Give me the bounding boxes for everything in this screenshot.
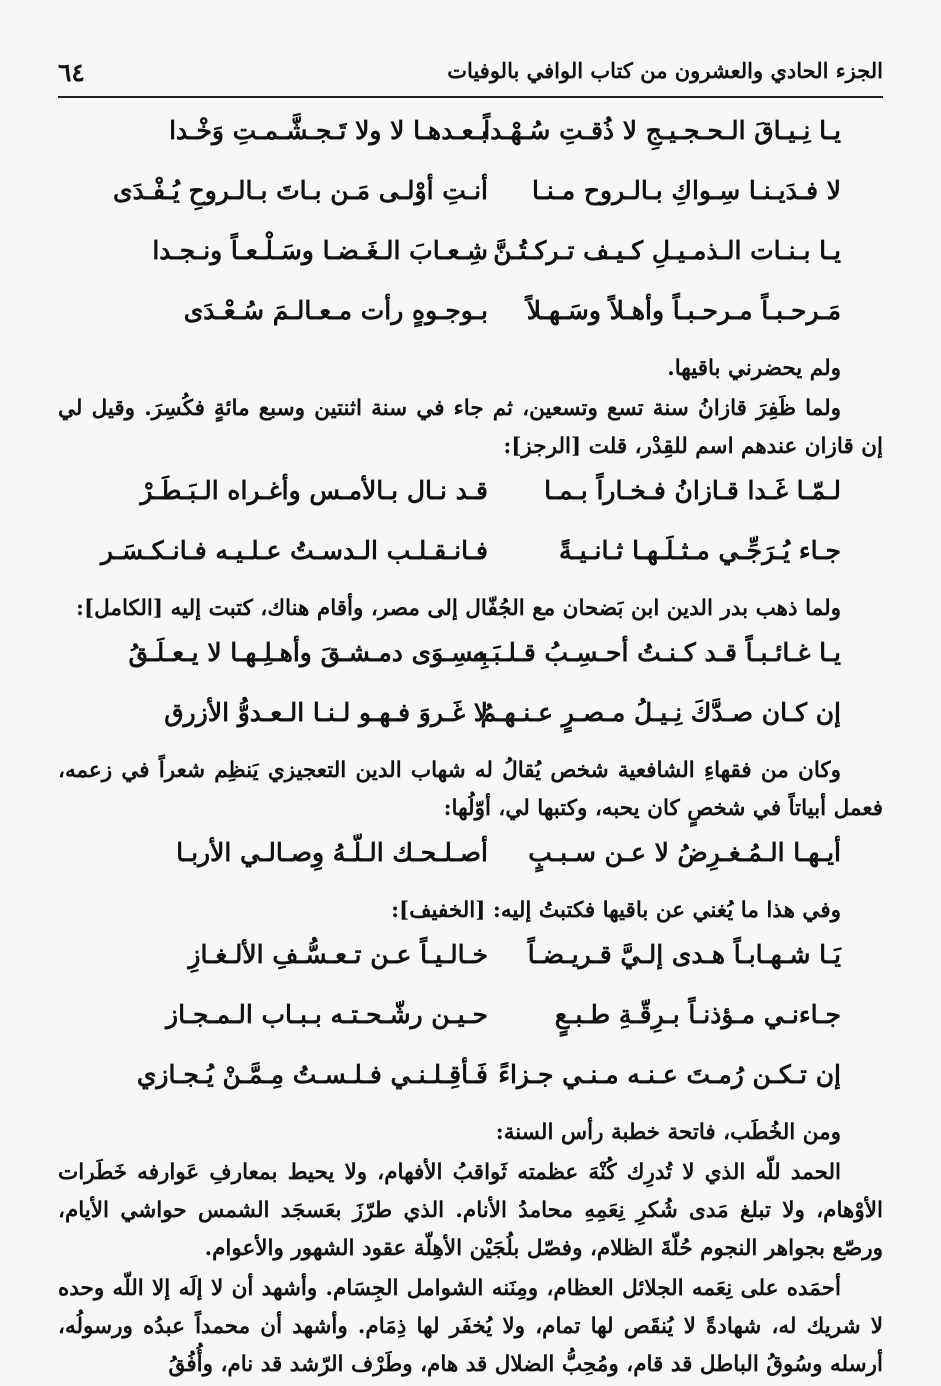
verse-line <box>58 932 883 992</box>
verse-first-hemistich: جـاء يُـرَجِّـي مـثـلَـهـا ثـانـيـةً <box>558 536 841 565</box>
prose-paragraph: ولما ظَفِرَ قازانُ سنة تسع وتسعين، ثم جاء في سنة اثنتين وسبع مائةٍ فكُسِرَ. وقيل لي إن قازان عندهم اسم للقِدْر، قلت [الرجز]: <box>58 396 883 459</box>
verse-first-hemistich: لـمّـا غَـدا قـازانُ فـخـاراً بـمـا <box>544 476 841 505</box>
verse-line <box>58 108 883 168</box>
verse-second-hemistich: بِـسِـوَى دمـشـقَ وأهـلِـهـا لا يـعـلَـقُ <box>128 638 488 667</box>
verse-line <box>58 528 883 588</box>
verse-first-hemistich: يـا بـنـات الـذمـيـلِ كـيـف تـركـتُـنَّ <box>493 236 841 265</box>
verse-first-hemistich: إن تـكـن رُمـتَ عـنـه مـنـي جـزاءً <box>498 1060 841 1089</box>
verse-second-hemistich: خـالـيـاً عـن تـعـسُّـفِ الألـغـازِ <box>188 940 488 969</box>
verse-line <box>58 288 883 348</box>
prose-paragraph: ولم يحضرني باقيها. <box>667 356 841 381</box>
verse-line <box>58 630 883 690</box>
prose-paragraph: وفي هذا ما يُغني عن باقيها فكتبتُ إليه: [الخفيف]: <box>391 898 841 923</box>
verse-second-hemistich: فَـأقِـلـنـي فـلـسـتُ مِـمَّـنْ يُـجـازي <box>136 1060 488 1089</box>
verse-first-hemistich: إن كـان صـدَّكَ نِـيـلُ مـصـرٍ عـنـهـمُ <box>480 698 841 727</box>
verse-line <box>58 992 883 1052</box>
verse-first-hemistich: أيـهـا الـمُـغـرِضُ لا عـن سـبـبٍ <box>528 838 841 867</box>
verse-second-hemistich: بـعـدهـا لا ولا تَـجـشَّـمـتِ وَخْـدا <box>169 116 488 145</box>
verse-second-hemistich: شِـعـابَ الـغَـضـا وسَـلْـعـاً ونـجـدا <box>152 236 488 265</box>
verse-line <box>58 830 883 890</box>
verse-second-hemistich: بـوجـوهٍ رأت مـعـالـمَ سُـعْـدَى <box>183 296 488 325</box>
verse-second-hemistich: قـد نـال بـالأمـس وأغـراه الـبَـطَـرْ <box>140 476 488 505</box>
verse-second-hemistich: فـانـقـلـب الـدسـتُ عـلـيـه فـانـكـسَـر <box>100 536 488 565</box>
verse-first-hemistich: يـا نِـيـاقَ الـحـجـيـجِ لا ذُقـتِ سُـهْـداً <box>483 116 841 145</box>
verse-first-hemistich: لا فـدَيـنـا سِـواكِ بـالـروح مـنـا <box>531 176 841 205</box>
prose-paragraph: ومن الخُطَب، فاتحة خطبة رأس السنة: <box>495 1120 841 1145</box>
prose-paragraph: وكان من فقهاءِ الشافعية شخص يُقالُ له شهاب الدين التعجيزي يَنظِم شعراً في زعمه، فعمل أبياتاً في شخصٍ كان يحبه، وكتبها لي، أوّلُها: <box>58 758 883 821</box>
prose-paragraph: الحمد للّه الذي لا تُدرِك كُنْهَ عظمته ثَواقبُ الأفهام، ولا يحيط بمعارفِ عَوارفه خَطَرات الأوْهام، ولا تبلغ مَدى شُكرِ نِعَمِهِ محامدُ الأنام. الذي طرّزَ بعَسجَد الشمس حواشي الأيام، ورصّع بجواهر النجوم حُلّةَ الظلام، وفصّل بلُجَيْن الأهِلّة عقود الشهور والأعوام. <box>58 1160 883 1261</box>
prose-paragraph: ولما ذهب بدر الدين ابن بَضحان مع الجُفّال إلى مصر، وأقام هناك، كتبت إليه [الكامل]: <box>76 596 841 621</box>
prose-paragraph: أحمَده على نِعَمه الجلائل العظام، ومِنَنه الشوامل الجِسَام. وأشهد أن لا إلَه إلا اللّه وحده لا شريك له، شهادةً لا يُنقَص لها تمام، ولا يُخفَر لها ذِمَام. وأشهد أن محمداً عبدُه ورسولُه، أرسله وسُوقُ الباطل قد قام، ومُحِبُّ الضلال قد هام، وطَرْف الرّشد قد نام، وأُفُقُ <box>58 1276 883 1377</box>
page-header <box>58 52 883 98</box>
page-number: ٦٤ <box>58 58 85 87</box>
verse-first-hemistich: جـاءنـي مـؤذنـاً بـرِقّـةِ طـبـعٍ <box>554 1000 841 1029</box>
verse-first-hemistich: يـا غـائـبـاً قـد كـنـتُ أحـسِـبُ قـلـبَـه <box>472 638 841 667</box>
verse-line <box>58 690 883 750</box>
verse-first-hemistich: يَـا شـهـابـاً هـدى إلـيَّ قـريـضـاً <box>527 940 841 969</box>
verse-line <box>58 1052 883 1112</box>
verse-second-hemistich: أنـتِ أوْلـى مَـن بـاتَ بـالـروحِ يُـفْـدَى <box>112 176 488 205</box>
verse-second-hemistich: لا غَـروَ فـهـو لـنـا الـعـدوُّ الأزرق <box>164 698 488 727</box>
verse-second-hemistich: حـيـن رشّـحـتـه بـبـاب الـمـجـاز <box>166 1000 488 1029</box>
verse-first-hemistich: مَـرحـبـاً مـرحـبـاً وأهـلاً وسَـهـلاً <box>526 296 841 325</box>
running-title: الجزء الحادي والعشرون من كتاب الوافي بالوفيات <box>447 58 883 83</box>
verse-line <box>58 468 883 528</box>
page-body <box>58 108 883 1386</box>
verse-line <box>58 168 883 228</box>
verse-line <box>58 228 883 288</box>
verse-second-hemistich: أصـلـحـك الـلّـهُ وِصـالـي الأربـا <box>176 838 488 867</box>
